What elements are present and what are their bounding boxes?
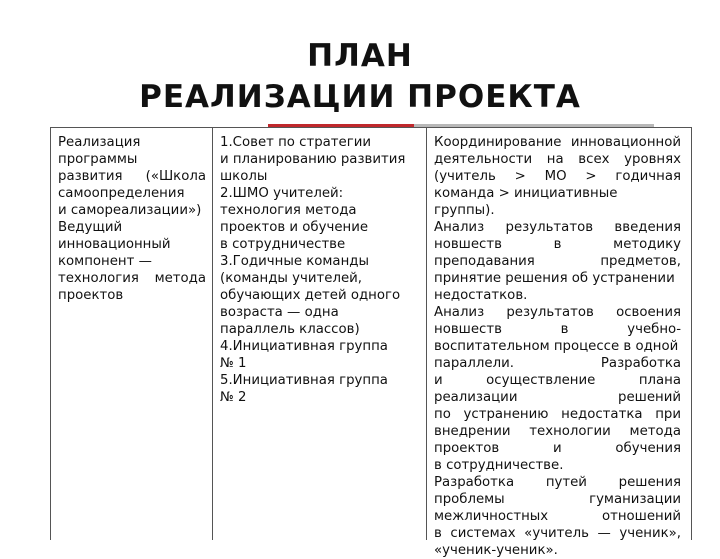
functions-line: межличностных отношений bbox=[434, 509, 681, 524]
structure-line: школы bbox=[220, 169, 268, 184]
structure-line: в сотрудничестве bbox=[220, 237, 346, 252]
column-program bbox=[51, 128, 213, 540]
functions-line: недостатков. bbox=[434, 288, 528, 303]
functions-line: и осуществление плана bbox=[434, 373, 681, 388]
functions-line: Разработка путей решения bbox=[434, 475, 681, 490]
structure-line: 4.Инициативная группа bbox=[220, 339, 388, 354]
structure-line: № 1 bbox=[220, 356, 247, 371]
functions-line: воспитательном процессе в одной bbox=[434, 339, 679, 354]
column-functions bbox=[427, 128, 691, 558]
structure-line: 3.Годичные команды bbox=[220, 254, 369, 269]
functions-line: (учитель > МО > годичная bbox=[434, 169, 681, 184]
program-line: программы bbox=[58, 152, 138, 167]
structure-line: возраста — одна bbox=[220, 305, 339, 320]
program-line: инновационный bbox=[58, 237, 171, 252]
structure-line: 5.Инициативная группа bbox=[220, 373, 388, 388]
title-line-1: ПЛАН bbox=[307, 38, 413, 74]
structure-line: 2.ШМО учителей: bbox=[220, 186, 344, 201]
functions-line: в системах «учитель — ученик», bbox=[434, 526, 681, 541]
functions-line: новшеств в методику bbox=[434, 237, 681, 252]
plan-table bbox=[50, 127, 692, 558]
functions-line: «ученик-ученик». bbox=[434, 543, 558, 558]
structure-line: (команды учителей, bbox=[220, 271, 362, 286]
structure-line: обучающих детей одного bbox=[220, 288, 401, 303]
title-line-2: РЕАЛИЗАЦИИ ПРОЕКТА bbox=[139, 79, 581, 115]
functions-line: внедрении технологии метода bbox=[434, 424, 681, 439]
functions-line: реализации решений bbox=[434, 390, 681, 405]
structure-line: проектов и обучение bbox=[220, 220, 369, 235]
functions-line: новшеств в учебно- bbox=[434, 322, 681, 337]
functions-line: проектов и обучения bbox=[434, 441, 681, 456]
functions-line: проблемы гуманизации bbox=[434, 492, 681, 507]
program-line: проектов bbox=[58, 288, 124, 303]
structure-line: и планированию развития bbox=[220, 152, 406, 167]
functions-line: по устранению недостатка при bbox=[434, 407, 681, 422]
structure-line: технология метода bbox=[220, 203, 357, 218]
functions-line: Анализ результатов освоения bbox=[434, 305, 681, 320]
functions-line: параллели. Разработка bbox=[434, 356, 681, 371]
functions-line: принятие решения об устранении bbox=[434, 271, 675, 286]
structure-line: параллель классов) bbox=[220, 322, 360, 337]
functions-line: в сотрудничестве. bbox=[434, 458, 564, 473]
functions-line: Анализ результатов введения bbox=[434, 220, 681, 235]
functions-line: деятельности на всех уровнях bbox=[434, 152, 681, 167]
program-line: развития («Школа bbox=[58, 169, 206, 184]
program-line: Реализация bbox=[58, 135, 141, 150]
program-line: компонент — bbox=[58, 254, 152, 269]
functions-line: преподавания предметов, bbox=[434, 254, 681, 269]
structure-line: № 2 bbox=[220, 390, 247, 405]
program-line: самоопределения bbox=[58, 186, 185, 201]
functions-line: команда > инициативные группы). bbox=[434, 186, 618, 218]
page-title bbox=[80, 36, 640, 118]
column-structure bbox=[213, 128, 427, 540]
functions-line: Координирование инновационной bbox=[434, 135, 681, 150]
structure-line: 1.Совет по стратегии bbox=[220, 135, 371, 150]
program-line: технология метода bbox=[58, 271, 206, 286]
program-line: Ведущий bbox=[58, 220, 123, 235]
program-line: и самореализации») bbox=[58, 203, 202, 218]
